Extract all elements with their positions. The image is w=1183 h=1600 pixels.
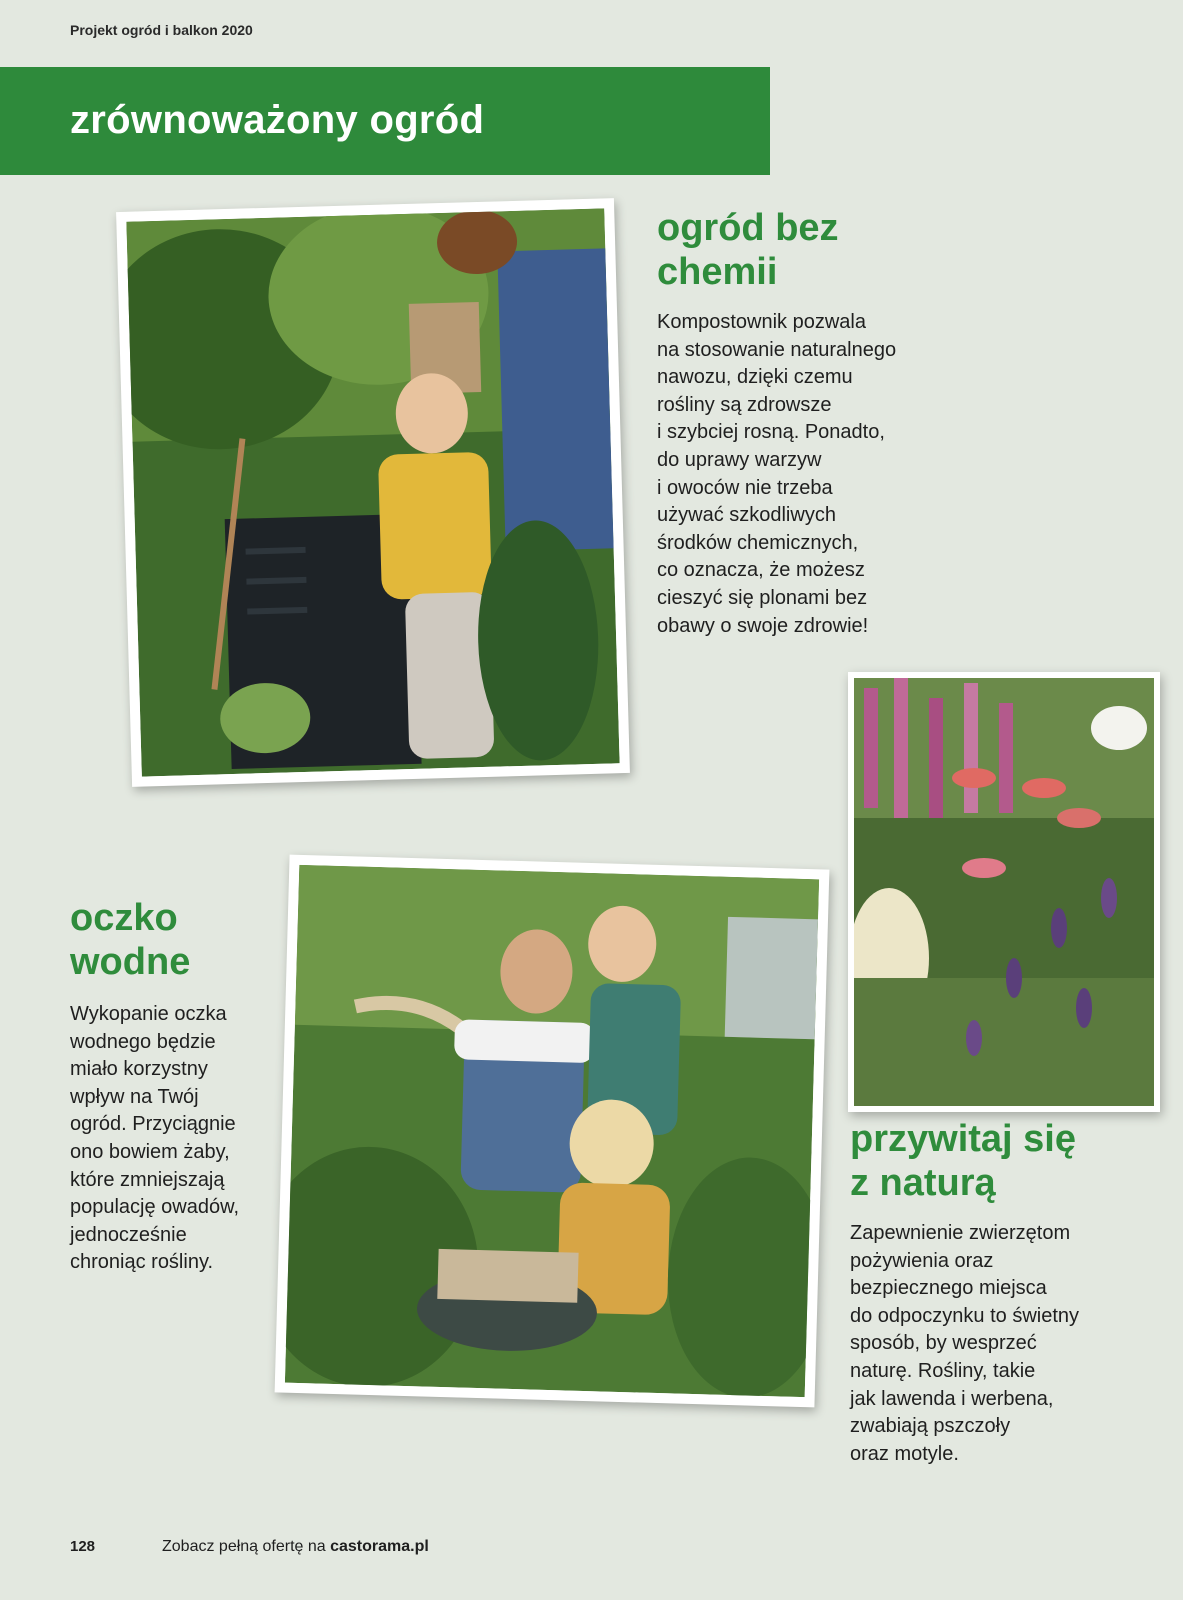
text-line: jak lawenda i werbena, — [850, 1387, 1054, 1410]
text-line: chroniąc rośliny. — [70, 1251, 214, 1274]
footer-offer — [162, 1538, 429, 1556]
text-line: ogród. Przyciągnie — [70, 1113, 236, 1136]
text-line: do uprawy warzyw — [657, 448, 822, 471]
text-line: pożywienia oraz — [850, 1249, 994, 1272]
text-line: sposób, by wesprzeć — [850, 1332, 1037, 1355]
text-line: do odpoczynku to świetny — [850, 1304, 1080, 1327]
heading-ogrod-bez-chemii — [657, 206, 839, 294]
photo-flowers — [848, 672, 1160, 1112]
text-line: używać szkodliwych — [657, 504, 836, 527]
text-line: oraz motyle. — [850, 1442, 959, 1465]
photo-compost — [116, 198, 630, 787]
text-line: Zapewnienie zwierzętom — [850, 1222, 1071, 1244]
text-line: naturę. Rośliny, takie — [850, 1359, 1036, 1382]
text-line: środków chemicznych, — [657, 531, 859, 554]
text-line: Wykopanie oczka — [70, 1003, 227, 1025]
text-line: bezpiecznego miejsca — [850, 1277, 1047, 1300]
text-line: wpływ na Twój — [70, 1085, 199, 1108]
heading-oczko-wodne — [70, 896, 190, 984]
page-number: 128 — [70, 1538, 96, 1555]
text-line: populację owadów, — [70, 1196, 240, 1219]
text-line: wodnego będzie — [70, 1030, 216, 1053]
text-oczko-wodne — [70, 1001, 239, 1277]
heading-line: chemii — [657, 251, 778, 293]
text-ogrod-bez-chemii — [657, 309, 896, 640]
footer-offer-prefix: Zobacz pełną ofertę na — [162, 1538, 331, 1555]
footer-site-link[interactable]: castorama.pl — [330, 1538, 429, 1555]
heading-line: ogród bez — [657, 207, 839, 249]
text-line: i szybciej rosną. Ponadto, — [657, 421, 885, 444]
text-line: nawozu, dzięki czemu — [657, 366, 853, 389]
text-line: zwabiają pszczoły — [850, 1415, 1011, 1438]
heading-line: przywitaj się — [850, 1118, 1076, 1160]
text-line: i owoców nie trzeba — [657, 476, 833, 499]
text-line: miało korzystny — [70, 1058, 208, 1081]
text-line: cieszyć się plonami bez — [657, 586, 868, 609]
text-line: obawy o swoje zdrowie! — [657, 614, 869, 637]
text-przywitaj-sie-z-natura — [850, 1220, 1079, 1468]
catalog-label: Projekt ogród i balkon 2020 — [70, 22, 253, 38]
text-line: na stosowanie naturalnego — [657, 338, 897, 361]
heading-line: oczko — [70, 897, 178, 939]
text-line: rośliny są zdrowsze — [657, 393, 832, 416]
text-line: ono bowiem żaby, — [70, 1140, 230, 1163]
heading-line: wodne — [70, 941, 191, 983]
heading-przywitaj-sie-z-natura — [850, 1117, 1076, 1205]
heading-line: z naturą — [850, 1162, 996, 1204]
text-line: co oznacza, że możesz — [657, 559, 865, 582]
text-line: które zmniejszają — [70, 1168, 225, 1191]
text-line: Kompostownik pozwala — [657, 311, 866, 333]
text-line: jednocześnie — [70, 1223, 187, 1246]
banner-title: zrównoważony ogród — [70, 98, 485, 142]
photo-pond-family — [275, 855, 830, 1408]
